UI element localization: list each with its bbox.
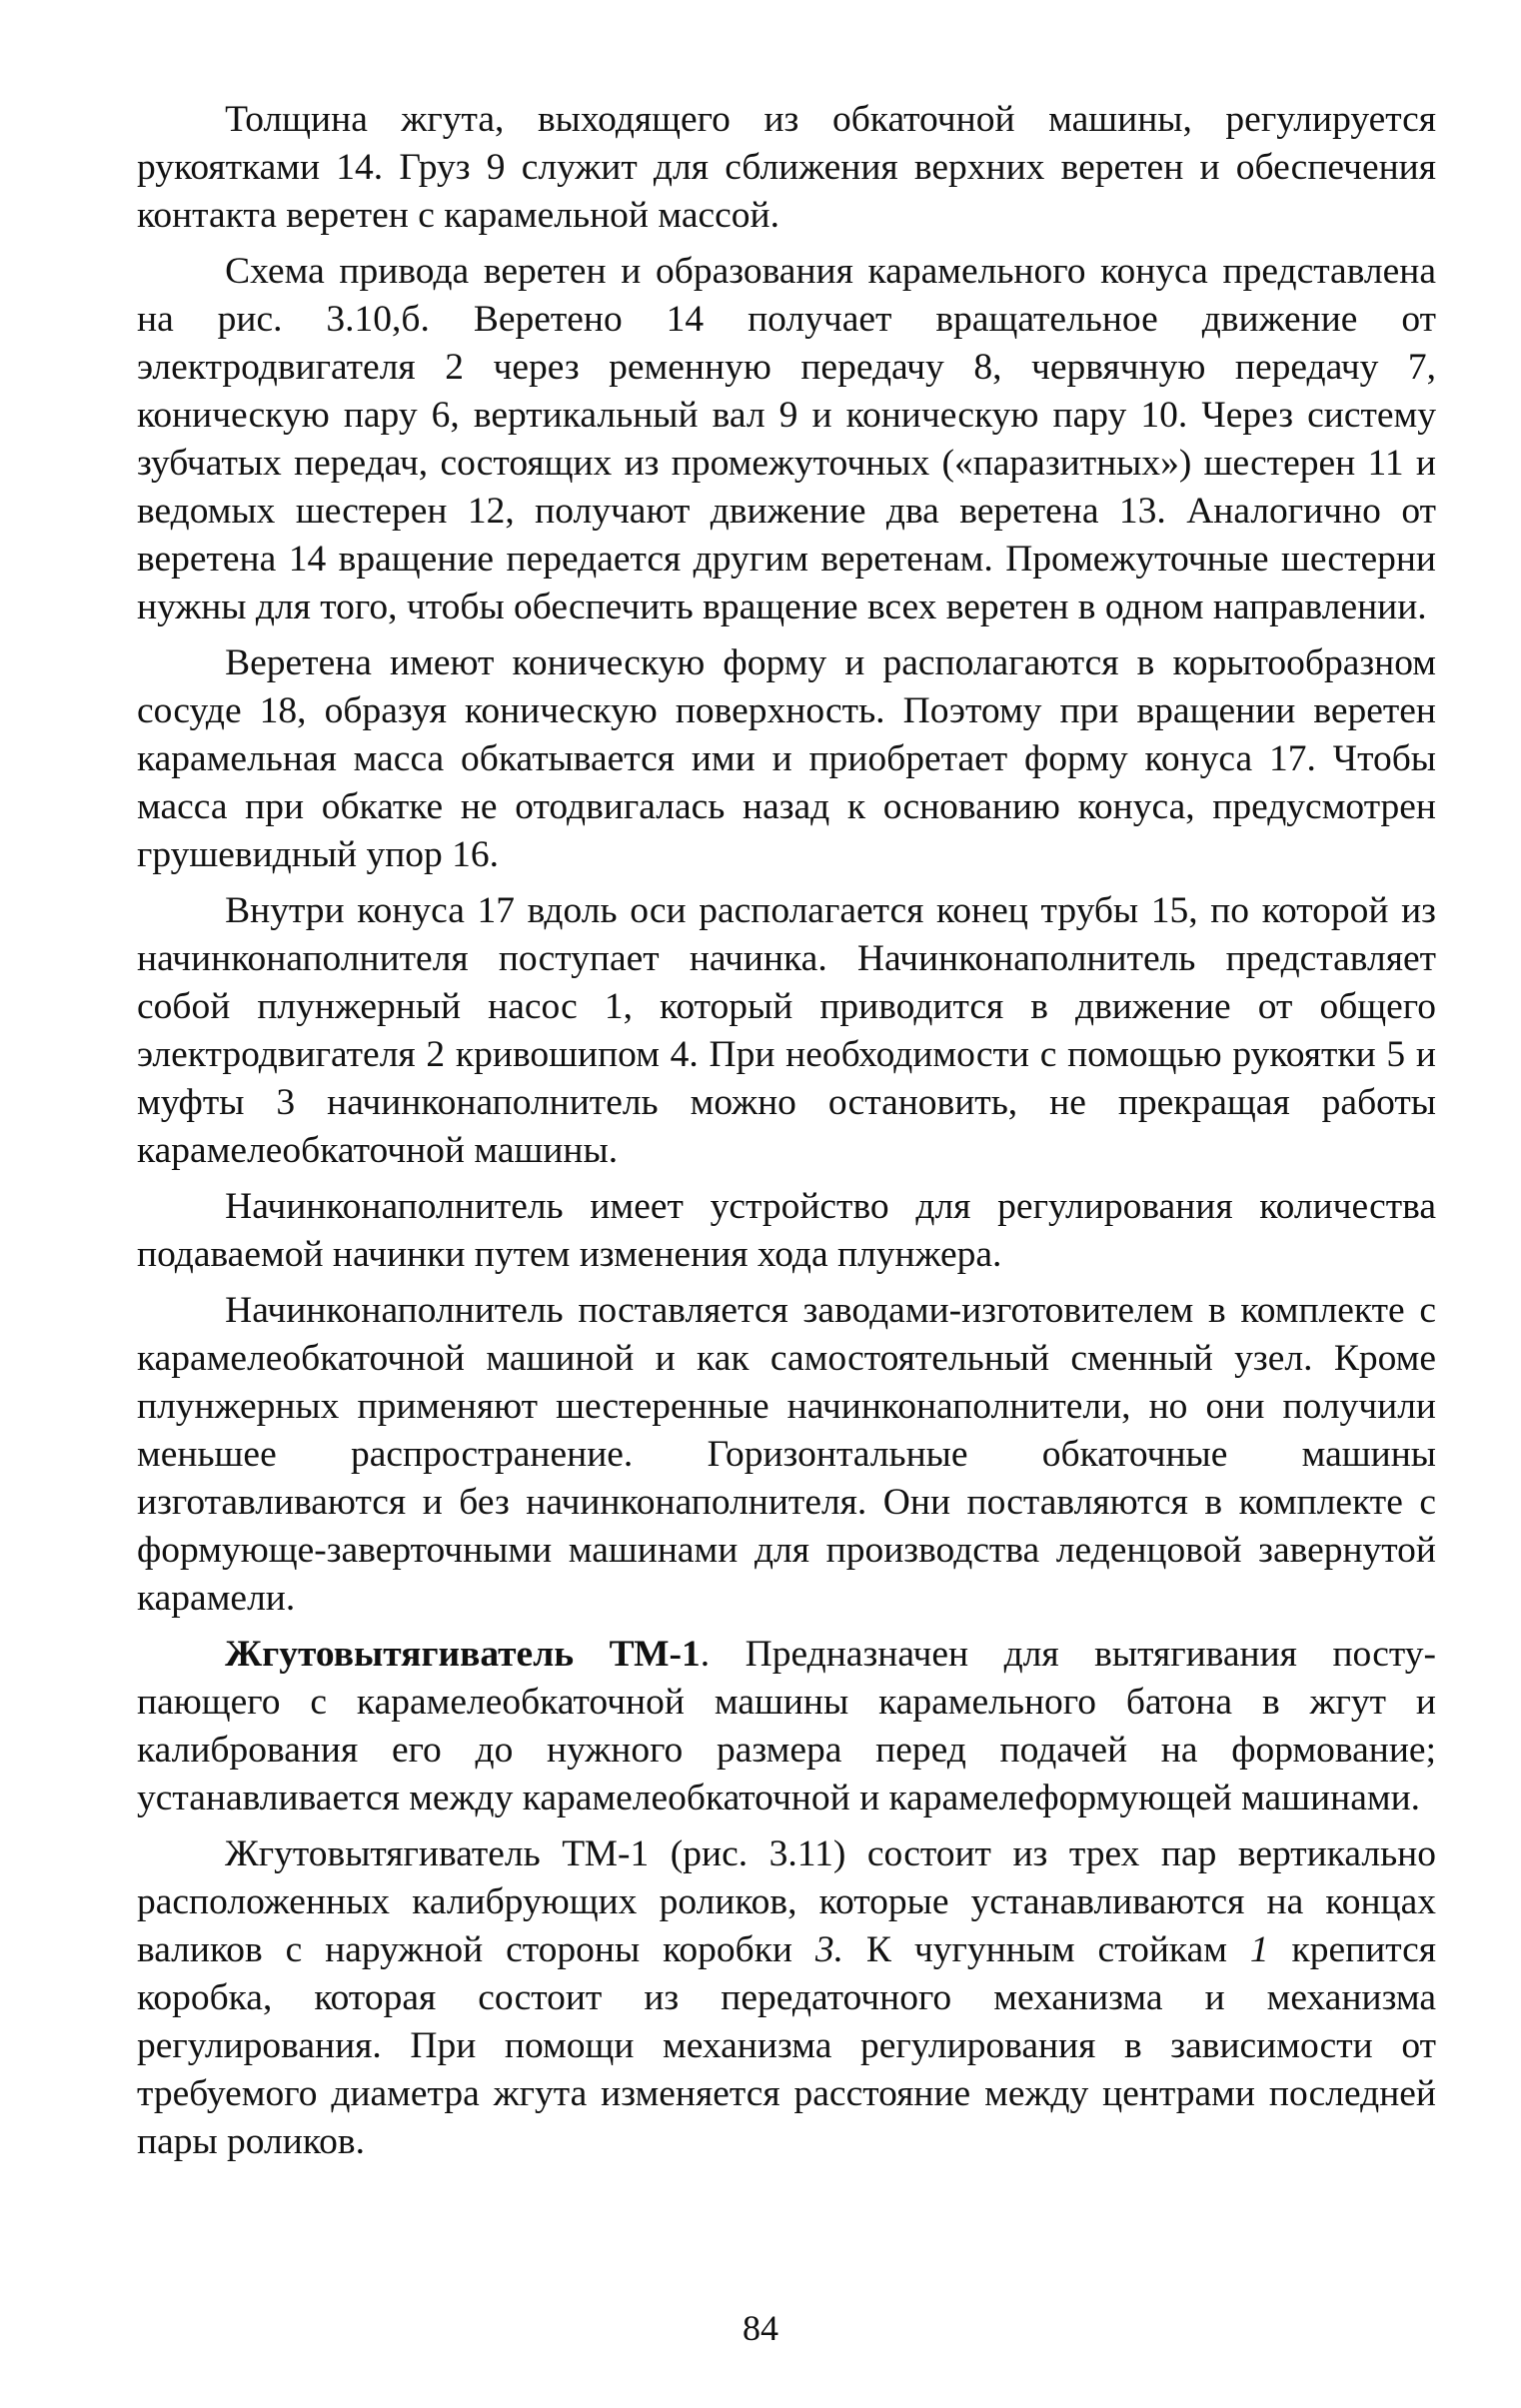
ref-box-3: 3. bbox=[814, 1929, 844, 1970]
paragraph-1: Толщина жгута, выходящего из обкаточной машины, регулируется рукоятками 14. Груз 9 служит для сближения верхних веретен и обеспечения контакта веретен с карамельной массой. bbox=[137, 99, 1436, 236]
last-para-part2: К чугунным стойкам bbox=[843, 1929, 1250, 1970]
last-para-part1: Жгутовытягиватель ТМ-1 (рис. 3.11) состоит из трех пар вертикально расположенных калибрующих роликов, которые устанавливаются на концах валиков с наружной стороны коробки bbox=[137, 1833, 1436, 1970]
last-para-part3: крепится коробка, которая состоит из передаточного механизма и механизма регулирования. При помощи механизма регулирования в зависимости от требуемого диаметра жгута изменяется расстояние между центрами последней пары роликов. bbox=[137, 1929, 1436, 2162]
paragraph-2: Схема привода веретен и образования карамельного конуса представлена на рис. 3.10,б. Веретено 14 получает вращательное движение от электродвигателя 2 через ременную передачу 8, червячную передачу 7, коническую пару 6, вертикальный вал 9 и коническую пару 10. Через систему зубчатых передач, состоящих из промежуточных («паразитных») шестерен 11 и ведомых шестерен 12, получают движение два веретена 13. Аналогично от веретена 14 вращение передается другим веретенам. Промежуточные шестерни нужны для того, чтобы обеспечить вращение всех веретен в одном направлении. bbox=[137, 251, 1436, 627]
ref-stand-1: 1 bbox=[1249, 1929, 1269, 1970]
paragraph-6: Начинконаполнитель поставляется заводами-изготовителем в комплекте с карамелеобкаточной машиной и как самостоятельный сменный узел. Кроме плунжерных применяют шестеренные начинконаполнители, но они получили меньшее распространение. Горизонтальные обкаточные машины изготавливаются и без начинконаполнителя. Они поставляются в комплекте с формующе-заверточными машинами для производства леденцовой завернутой карамели. bbox=[137, 1290, 1436, 1619]
paragraph-last bbox=[137, 1830, 1436, 2166]
section-heading-text: . Предназначен для вытягивания поступающего с карамелеобкаточной машины карамельного батона в жгут и калибрования его до нужного размера перед подачей на формование; устанавливается между карамелеобкаточной и карамелеформующей машинами. bbox=[137, 1634, 1436, 1818]
paragraph-zhgutovytyagivatel bbox=[137, 1631, 1436, 1822]
paragraph-5: Начинконаполнитель имеет устройство для регулирования количества подаваемой начинки путем изменения хода плунжера. bbox=[137, 1186, 1436, 1275]
paragraph-3: Веретена имеют коническую форму и располагаются в корытообразном сосуде 18, образуя коническую поверхность. Поэтому при вращении веретен карамельная масса обкатывается ими и приобретает форму конуса 17. Чтобы масса при обкатке не отодвигалась назад к основанию конуса, предусмотрен грушевидный упор 16. bbox=[137, 642, 1436, 875]
page-number: 84 bbox=[743, 2308, 778, 2348]
page-body bbox=[137, 96, 1436, 2174]
section-heading: Жгутовытягиватель ТМ-1 bbox=[225, 1634, 701, 1675]
paragraph-4: Внутри конуса 17 вдоль оси располагается конец трубы 15, по которой из начинконаполнителя поступает начинка. Начинконаполнитель представляет собой плунжерный насос 1, который приводится в движение от общего электродвигателя 2 кривошипом 4. При необходимости с помощью рукоятки 5 и муфты 3 начинконаполнитель можно остановить, не прекращая работы карамелеобкаточной машины. bbox=[137, 890, 1436, 1171]
